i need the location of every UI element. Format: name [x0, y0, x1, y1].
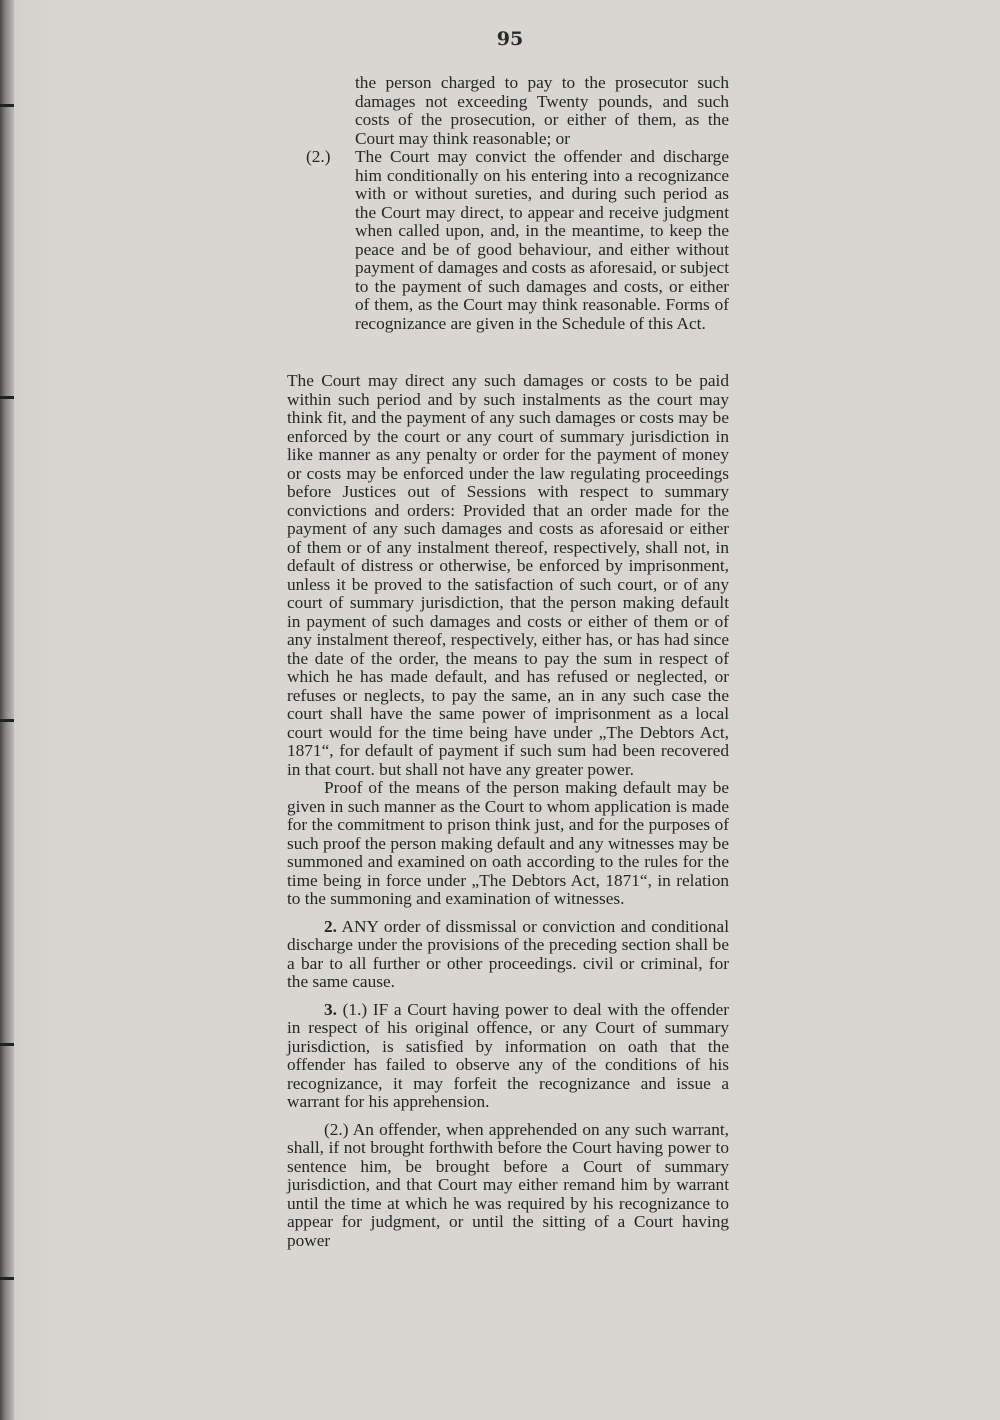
subsection-continuation: the person charged to pay to the prosecutor such damages not exceeding Twenty pounds, and such costs of the prosecution, or either of them, as the Court may think reasonable; or	[355, 73, 729, 148]
binding-mark	[0, 1277, 14, 1280]
section-text: (1.) IF a Court having power to deal with the offender in respect of his original offence, or any Court of summary jurisdiction, is satisfied by information on oath that the offender has failed to observe any of the conditions of his recognizance, it may forfeit the recognizance and issue a warrant for his apprehension.	[287, 999, 729, 1111]
binding-mark	[0, 104, 14, 107]
subsection-number: (2.)	[306, 147, 331, 166]
binding-mark	[0, 719, 14, 722]
binding-mark	[0, 1043, 14, 1046]
page-number: 95	[496, 28, 524, 50]
paragraph-proof-of-means: Proof of the means of the person making default may be given in such manner as the Court to whom application is made for the commitment to prison think just, and for the purposes of such proof the person making default and any witnesses may be summoned and examined on oath according to the rules for the time being in force under „The Debtors Act, 1871“, in relation to the summoning and examination of witnesses.	[287, 778, 729, 908]
subsection-text: The Court may convict the offender and discharge him conditionally on his entering into a recognizance with or without sureties, and during such period as the Court may direct, to appear and receive judgment when called upon, and, in the meantime, to keep the peace and be of good behaviour, and either without payment of damages and costs as aforesaid, or subject to the payment of such damages and costs, or either of them, as the Court may think reasonable. Forms of recognizance are given in the Schedule of this Act.	[355, 147, 729, 333]
subsection-item-2	[306, 147, 729, 333]
section-3	[287, 1001, 729, 1112]
binding-mark	[0, 396, 14, 399]
section-number: 2.	[324, 916, 337, 936]
page-binding-edge	[0, 0, 14, 1420]
section-number: 3.	[324, 999, 337, 1019]
section-3-subsection-2: (2.) An offender, when apprehended on any such warrant, shall, if not brought forthwith before the Court having power to sentence him, be brought before a Court of summary jurisdiction, and that Court may either remand him by warrant until the time at which he was required by his recognizance to appear for judgment, or until the sitting of a Court having power	[287, 1119, 729, 1250]
section-text: ANY order of dissmissal or conviction and conditional discharge under the provisions of the preceding section shall be a bar to all further or other proceedings. civil or criminal, for the same cause.	[287, 916, 729, 991]
section-2	[287, 918, 729, 992]
main-text-block	[287, 372, 729, 1250]
indented-subsection	[306, 73, 729, 333]
paragraph-court-may-direct: The Court may direct any such damages or costs to be paid within such period and by such instalments as the court may think fit, and the payment of any such damages or costs may be enforced by the court or any court of summary jurisdiction in like manner as any penalty or order for the payment of money or costs may be enforced under the law regulating proceedings before Justices out of Sessions with respect to summary convictions and orders: Provided that an order made for the payment of any such damages and costs as aforesaid or either of them or of any instalment thereof, respectively, shall not, in default of distress or otherwise, be enforced by imprisonment, unless it be proved to the satisfaction of such court, or of any court of summary jurisdiction, that the person making default in payment of such damages and costs or either of them or of any instalment thereof, respectively, either has, or has had since the date of the order, the means to pay the sum in respect of which he has made default, and has refused or neglected, or refuses or neglects, to pay the same, an in any such case the court shall have the same power of imprisonment as a local court would for the time being have under „The Debtors Act, 1871“, for default of payment if such sum had been recovered in that court. but shall not have any greater power.	[287, 371, 729, 779]
